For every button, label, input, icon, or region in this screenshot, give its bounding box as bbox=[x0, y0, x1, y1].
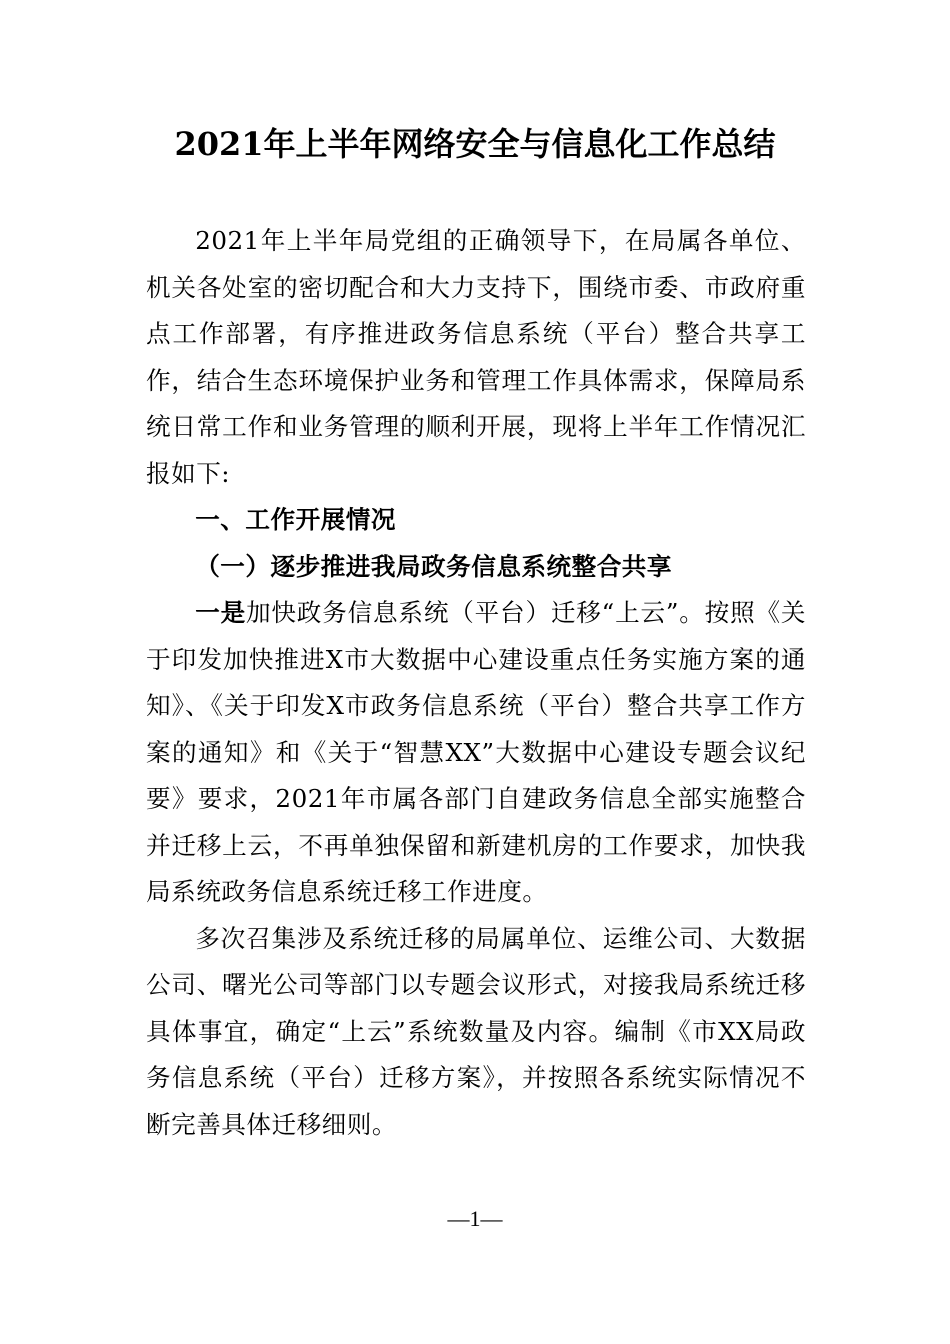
document-body bbox=[146, 218, 806, 1148]
paragraph-2: 多次召集涉及系统迁移的局属单位、运维公司、大数据公司、曙光公司等部门以专题会议形式，对接我局系统迁移具体事宜，确定“上云”系统数量及内容。编制《市XX局政务信息系统（平台）迁移方案》，并按照各系统实际情况不断完善具体迁移细则。 bbox=[146, 923, 806, 1139]
paragraph-1-lead: 一是 bbox=[195, 598, 246, 627]
subsection-heading: （一）逐步推进我局政务信息系统整合共享 bbox=[195, 551, 672, 581]
paragraph-1 bbox=[146, 590, 806, 916]
document-title: 2021年上半年网络安全与信息化工作总结 bbox=[174, 125, 776, 163]
page-number: —1— bbox=[447, 1206, 503, 1231]
section-heading: 一、工作开展情况 bbox=[195, 505, 396, 534]
paragraph-1-text: 加快政务信息系统（平台）迁移“上云”。按照《关于印发加快推进X市大数据中心建设重点任务实施方案的通知》、《关于印发X市政务信息系统（平台）整合共享工作方案的通知》和《关于“智慧XX”大数据中心建设专题会议纪要》要求，2021年市属各部门自建政务信息全部实施整合并迁移上云，不再单独保留和新建机房的工作要求，加快我局系统政务信息系统迁移工作进度。 bbox=[146, 598, 806, 906]
intro-paragraph: 2021年上半年局党组的正确领导下，在局属各单位、机关各处室的密切配合和大力支持下，围绕市委、市政府重点工作部署，有序推进政务信息系统（平台）整合共享工作，结合生态环境保护业务和管理工作具体需求，保障局系统日常工作和业务管理的顺利开展，现将上半年工作情况汇报如下: bbox=[146, 226, 806, 488]
